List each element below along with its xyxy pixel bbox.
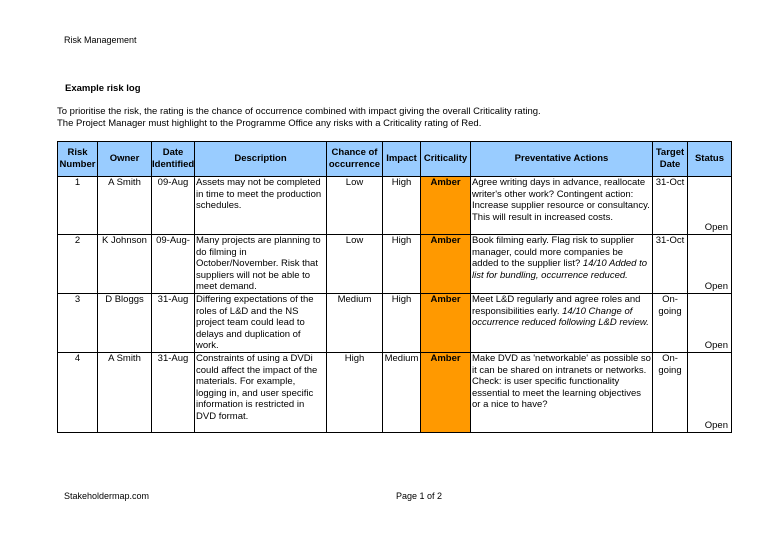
date-cell: 09-Aug- bbox=[152, 235, 195, 294]
status-cell: Open bbox=[688, 352, 732, 432]
page-number: Page 1 of 2 bbox=[396, 491, 443, 501]
status-cell: Open bbox=[688, 235, 732, 294]
header-date-identified: Date Identified bbox=[152, 142, 195, 177]
date-cell: 31-Aug bbox=[152, 293, 195, 352]
table-row bbox=[58, 352, 732, 432]
target-date-cell: On-going bbox=[653, 352, 688, 432]
target-date-cell: 31-Oct bbox=[653, 177, 688, 235]
impact-cell: High bbox=[383, 235, 421, 294]
chance-cell: Low bbox=[327, 235, 383, 294]
table-row bbox=[58, 293, 732, 352]
criticality-cell: Amber bbox=[421, 293, 471, 352]
impact-cell: High bbox=[383, 293, 421, 352]
impact-cell: High bbox=[383, 177, 421, 235]
description-cell: Many projects are planning to do filming in October/November. Risk that suppliers will not be able to meet demand. bbox=[195, 235, 327, 294]
description-cell: Assets may not be completed in time to meet the production schedules. bbox=[195, 177, 327, 235]
owner-cell: K Johnson bbox=[98, 235, 152, 294]
intro-line-1: To prioritise the risk, the rating is the chance of occurrence combined with impact giving the overall Criticality rating. bbox=[57, 106, 541, 117]
risk-log-table bbox=[57, 141, 732, 433]
chance-cell: Low bbox=[327, 177, 383, 235]
intro-line-2: The Project Manager must highlight to the Programme Office any risks with a Criticality rating of Red. bbox=[57, 118, 482, 129]
header-chance: Chance of occurrence bbox=[327, 142, 383, 177]
table-row bbox=[58, 235, 732, 294]
owner-cell: D Bloggs bbox=[98, 293, 152, 352]
criticality-cell: Amber bbox=[421, 177, 471, 235]
document-header: Risk Management bbox=[64, 35, 137, 45]
chance-cell: High bbox=[327, 352, 383, 432]
actions-note: 14/10 Change of occurrence reduced following L&D review. bbox=[472, 305, 649, 329]
page-title: Example risk log bbox=[65, 83, 141, 94]
footer-site: Stakeholdermap.com bbox=[64, 491, 150, 501]
status-cell: Open bbox=[688, 177, 732, 235]
header-preventative-actions: Preventative Actions bbox=[471, 142, 653, 177]
chance-cell: Medium bbox=[327, 293, 383, 352]
owner-cell: A Smith bbox=[98, 352, 152, 432]
risk-number-cell: 3 bbox=[58, 293, 98, 352]
risk-number-cell: 2 bbox=[58, 235, 98, 294]
actions-cell: Agree writing days in advance, reallocate writer's other work? Contingent action: Increase supplier resource or consultancy. This will result in increased costs. bbox=[471, 177, 653, 235]
table-row bbox=[58, 177, 732, 235]
date-cell: 31-Aug bbox=[152, 352, 195, 432]
risk-number-cell: 4 bbox=[58, 352, 98, 432]
impact-cell: Medium bbox=[383, 352, 421, 432]
owner-cell: A Smith bbox=[98, 177, 152, 235]
description-cell: Constraints of using a DVDi could affect the impact of the materials. For example, logging in, and user specific information is restricted in DVD format. bbox=[195, 352, 327, 432]
target-date-cell: 31-Oct bbox=[653, 235, 688, 294]
actions-note: 14/10 Added to list for bundling, occurrence reduced. bbox=[472, 258, 648, 281]
description-cell: Differing expectations of the roles of L&D and the NS project team could lead to delays and duplication of work. bbox=[195, 293, 327, 352]
criticality-cell: Amber bbox=[421, 235, 471, 294]
header-owner: Owner bbox=[98, 142, 152, 177]
actions-cell: Meet L&D regularly and agree roles and responsibilities early. 14/10 Change of occurrence reduced following L&D review. bbox=[471, 293, 653, 352]
intro-text bbox=[57, 106, 541, 130]
target-date-cell: On-going bbox=[653, 293, 688, 352]
header-description: Description bbox=[195, 142, 327, 177]
status-cell: Open bbox=[688, 293, 732, 352]
table-header-row bbox=[58, 142, 732, 177]
header-target-date: Target Date bbox=[653, 142, 688, 177]
actions-cell: Make DVD as 'networkable' as possible so it can be shared on intranets or networks. Check: is user specific functionality essential to meet the learning objectives or a nice to have? bbox=[471, 352, 653, 432]
date-cell: 09-Aug bbox=[152, 177, 195, 235]
actions-cell: Book filming early. Flag risk to supplier manager, could more companies be added to the supplier list? 14/10 Added to list for bundling, occurrence reduced. bbox=[471, 235, 653, 294]
risk-number-cell: 1 bbox=[58, 177, 98, 235]
header-risk-number: Risk Number bbox=[58, 142, 98, 177]
header-status: Status bbox=[688, 142, 732, 177]
header-impact: Impact bbox=[383, 142, 421, 177]
header-criticality: Criticality bbox=[421, 142, 471, 177]
criticality-cell: Amber bbox=[421, 352, 471, 432]
